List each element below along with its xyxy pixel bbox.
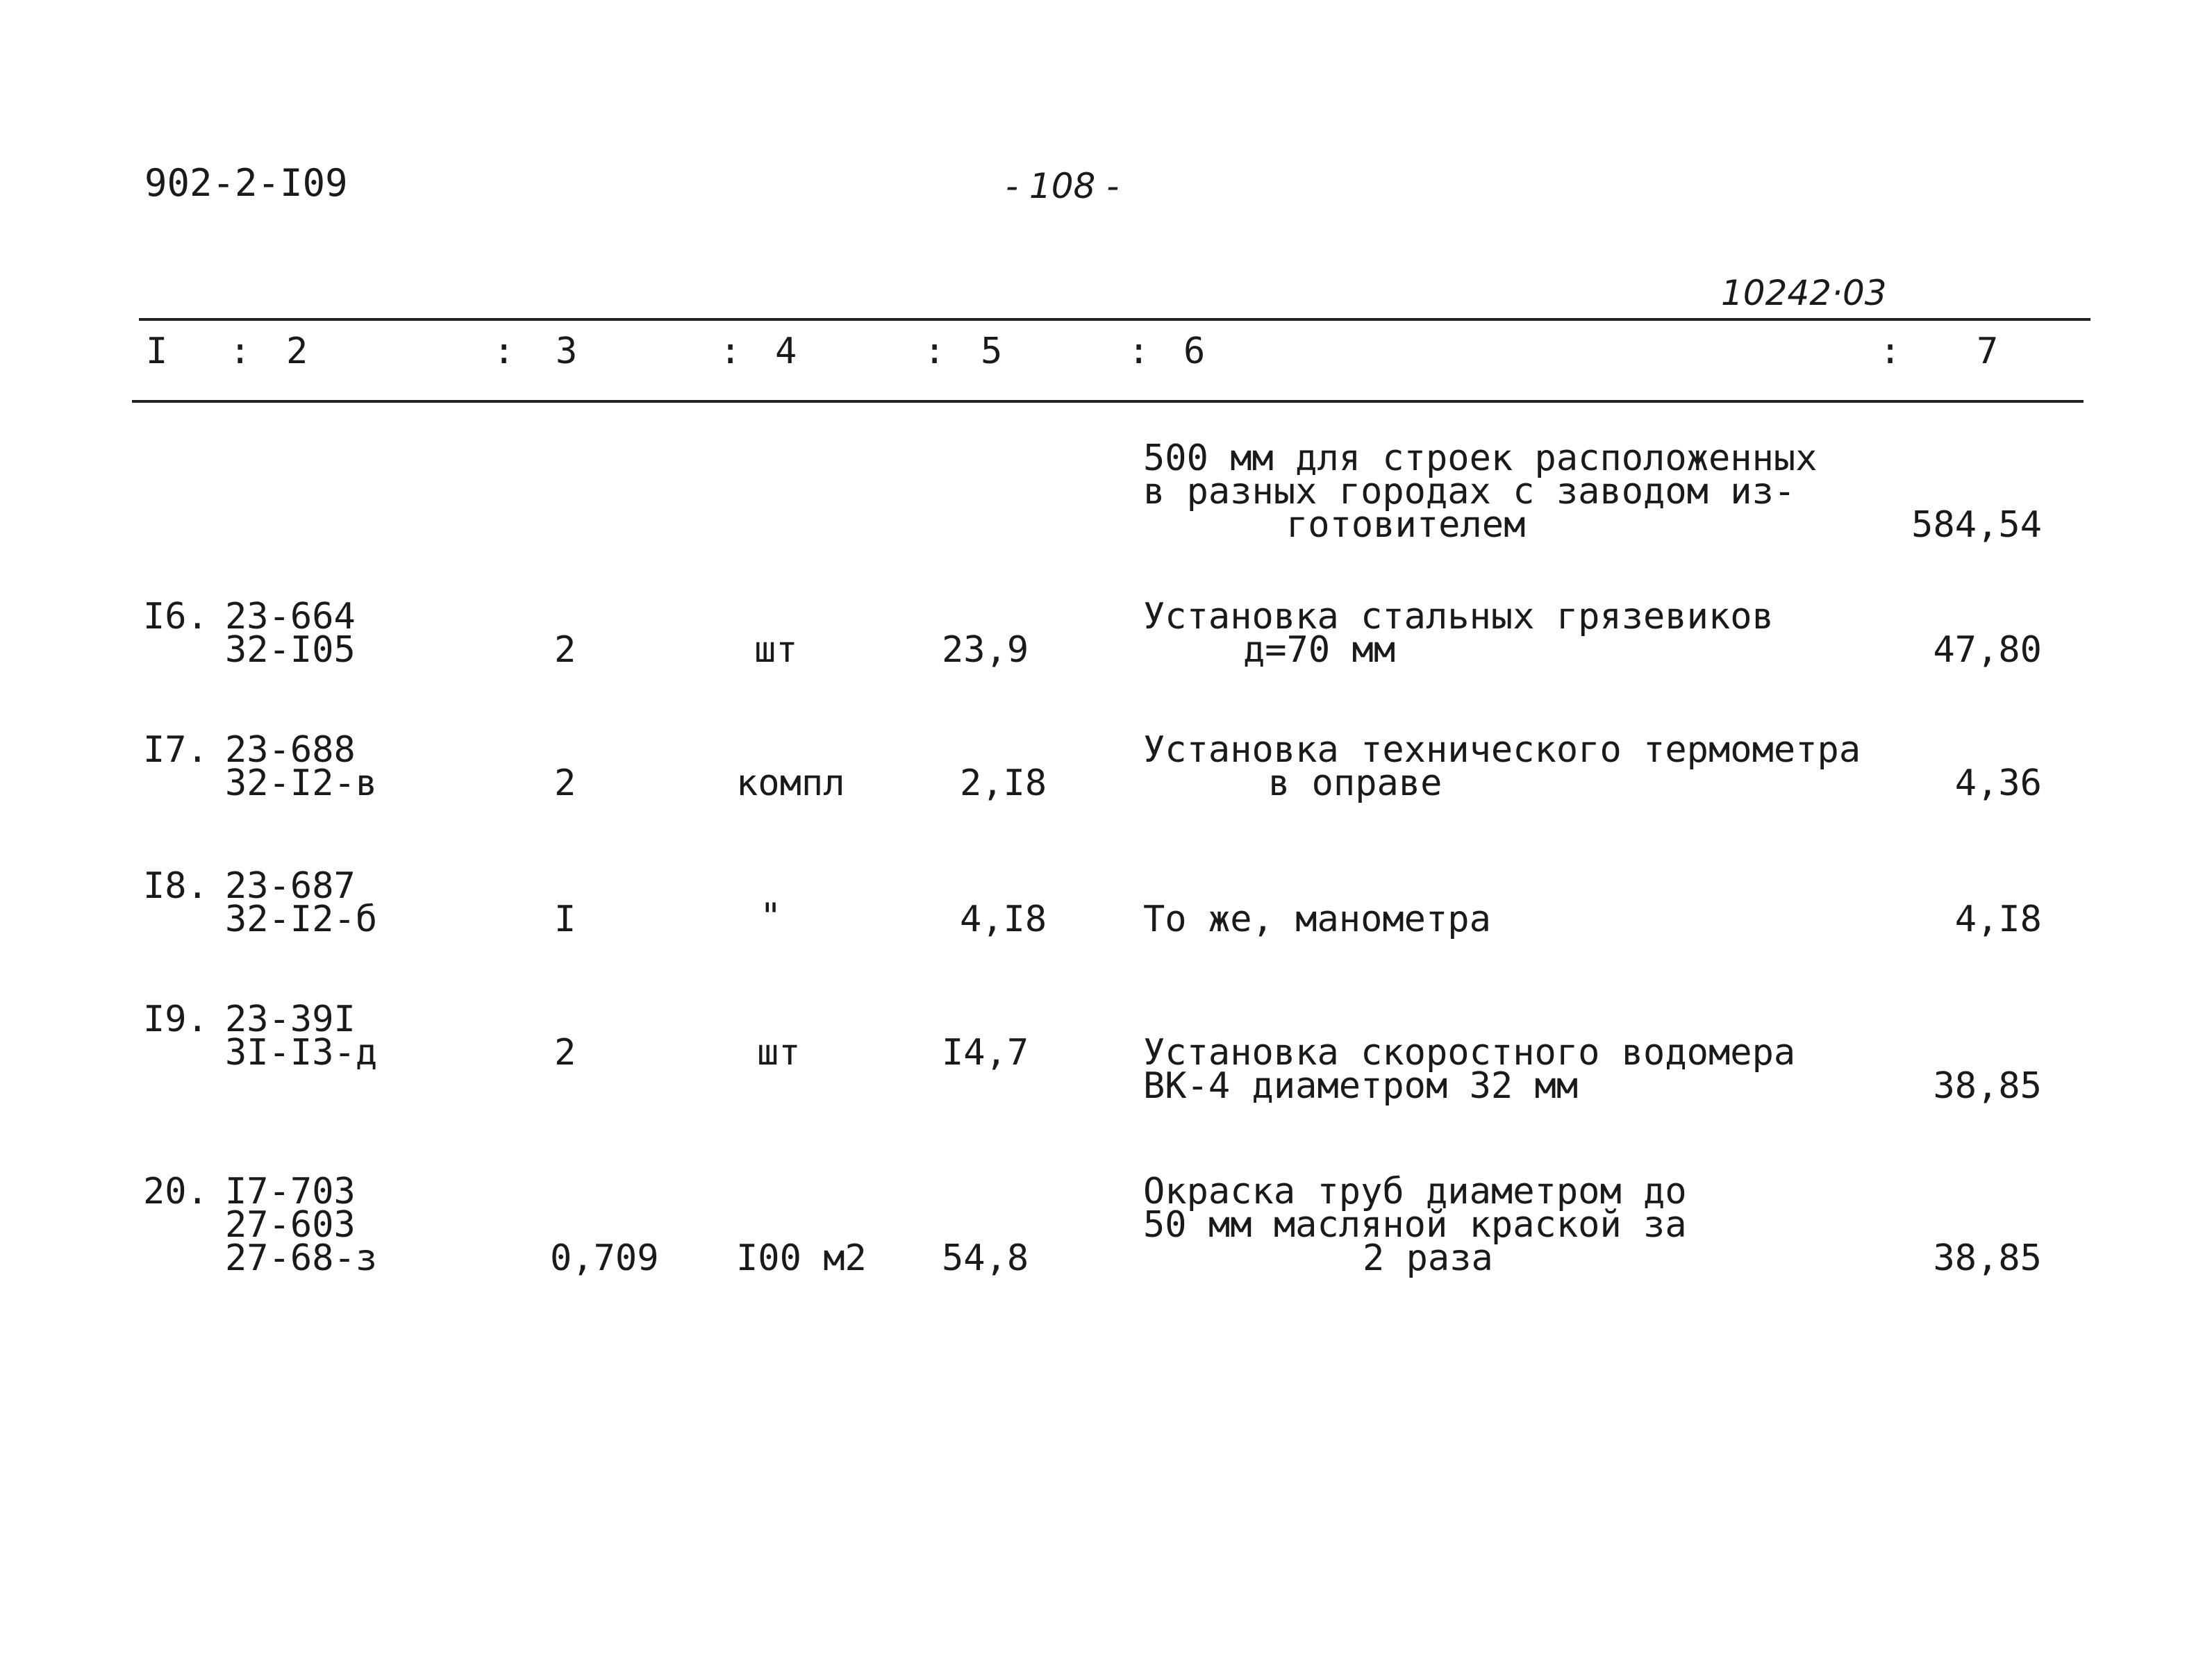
continuation-desc-line-2: в разных городах с заводом из- xyxy=(1143,471,1796,512)
unit-price: 54,8 xyxy=(942,1237,1029,1279)
unit: " xyxy=(760,896,782,937)
document-code: 902-2-I09 xyxy=(144,161,348,205)
description-line: То же, манометра xyxy=(1143,899,1491,940)
col-separator: : xyxy=(1128,331,1150,372)
col-separator: : xyxy=(924,331,946,372)
description-line: Установка технического термометра xyxy=(1143,729,1861,771)
top-rule xyxy=(139,318,2090,321)
norm-code: 23-687 xyxy=(225,865,356,907)
description-line: д=70 мм xyxy=(1243,629,1396,671)
unit-price: I4,7 xyxy=(942,1032,1029,1074)
quantity: 2 xyxy=(554,629,576,671)
row-total: 38,85 xyxy=(1933,1065,2042,1107)
sheet-reference: 10242·03 xyxy=(1721,273,1887,313)
row-total: 4,I8 xyxy=(1954,899,2042,940)
description-line: ВК-4 диаметром 32 мм xyxy=(1143,1065,1579,1107)
norm-code: 27-68-з xyxy=(225,1237,378,1279)
unit: шт xyxy=(757,1032,801,1074)
row-total: 38,85 xyxy=(1933,1237,2042,1279)
row-number: I7. xyxy=(143,729,208,771)
col-separator: : xyxy=(720,331,742,372)
col-header-4: 4 xyxy=(775,331,797,372)
quantity: I xyxy=(554,899,576,940)
norm-code: 23-664 xyxy=(225,596,356,637)
norm-code: 32-I2-б xyxy=(225,899,378,940)
header-bottom-rule xyxy=(132,400,2084,403)
row-total: 47,80 xyxy=(1933,629,2042,671)
col-separator: : xyxy=(1879,331,1902,372)
quantity: 0,709 xyxy=(550,1237,659,1279)
unit: шт xyxy=(754,629,798,671)
col-separator: : xyxy=(493,331,515,372)
page-number: - 108 - xyxy=(1006,166,1120,206)
unit-price: 23,9 xyxy=(942,629,1029,671)
norm-code: 3I-I3-д xyxy=(225,1032,378,1074)
row-number: I6. xyxy=(143,596,208,637)
quantity: 2 xyxy=(554,762,576,804)
col-header-6: 6 xyxy=(1183,331,1206,372)
continuation-desc-line-1: 500 мм для строек расположенных xyxy=(1143,437,1818,479)
row-number: I8. xyxy=(143,865,208,907)
col-header-3: 3 xyxy=(556,331,578,372)
norm-code: 23-39I xyxy=(225,999,356,1040)
continuation-total: 584,54 xyxy=(1911,504,2042,546)
col-header-2: 2 xyxy=(286,331,308,372)
quantity: 2 xyxy=(554,1032,576,1074)
description-line: 2 раза xyxy=(1363,1237,1493,1279)
norm-code: 27-603 xyxy=(225,1204,356,1246)
col-header-7: 7 xyxy=(1977,331,1999,372)
norm-code: 32-I2-в xyxy=(225,762,378,804)
description-line: 50 мм масляной краской за xyxy=(1143,1204,1687,1246)
col-header-5: 5 xyxy=(981,331,1003,372)
norm-code: I7-703 xyxy=(225,1171,356,1212)
col-separator: : xyxy=(229,331,251,372)
description-line: Установка скоростного водомера xyxy=(1143,1032,1796,1074)
norm-code: 23-688 xyxy=(225,729,356,771)
norm-code: 32-I05 xyxy=(225,629,356,671)
continuation-desc-line-3: готовителем xyxy=(1286,504,1526,546)
row-total: 4,36 xyxy=(1954,762,2042,804)
row-number: I9. xyxy=(143,999,208,1040)
row-number: 20. xyxy=(143,1171,208,1212)
description-line: Установка стальных грязевиков xyxy=(1143,596,1774,637)
unit: I00 м2 xyxy=(736,1237,867,1279)
description-line: Окраска труб диаметром до xyxy=(1143,1171,1687,1212)
col-header-1: I xyxy=(146,331,168,372)
unit-price: 4,I8 xyxy=(960,899,1047,940)
unit: компл xyxy=(736,762,845,804)
unit-price: 2,I8 xyxy=(960,762,1047,804)
description-line: в оправе xyxy=(1268,762,1442,804)
